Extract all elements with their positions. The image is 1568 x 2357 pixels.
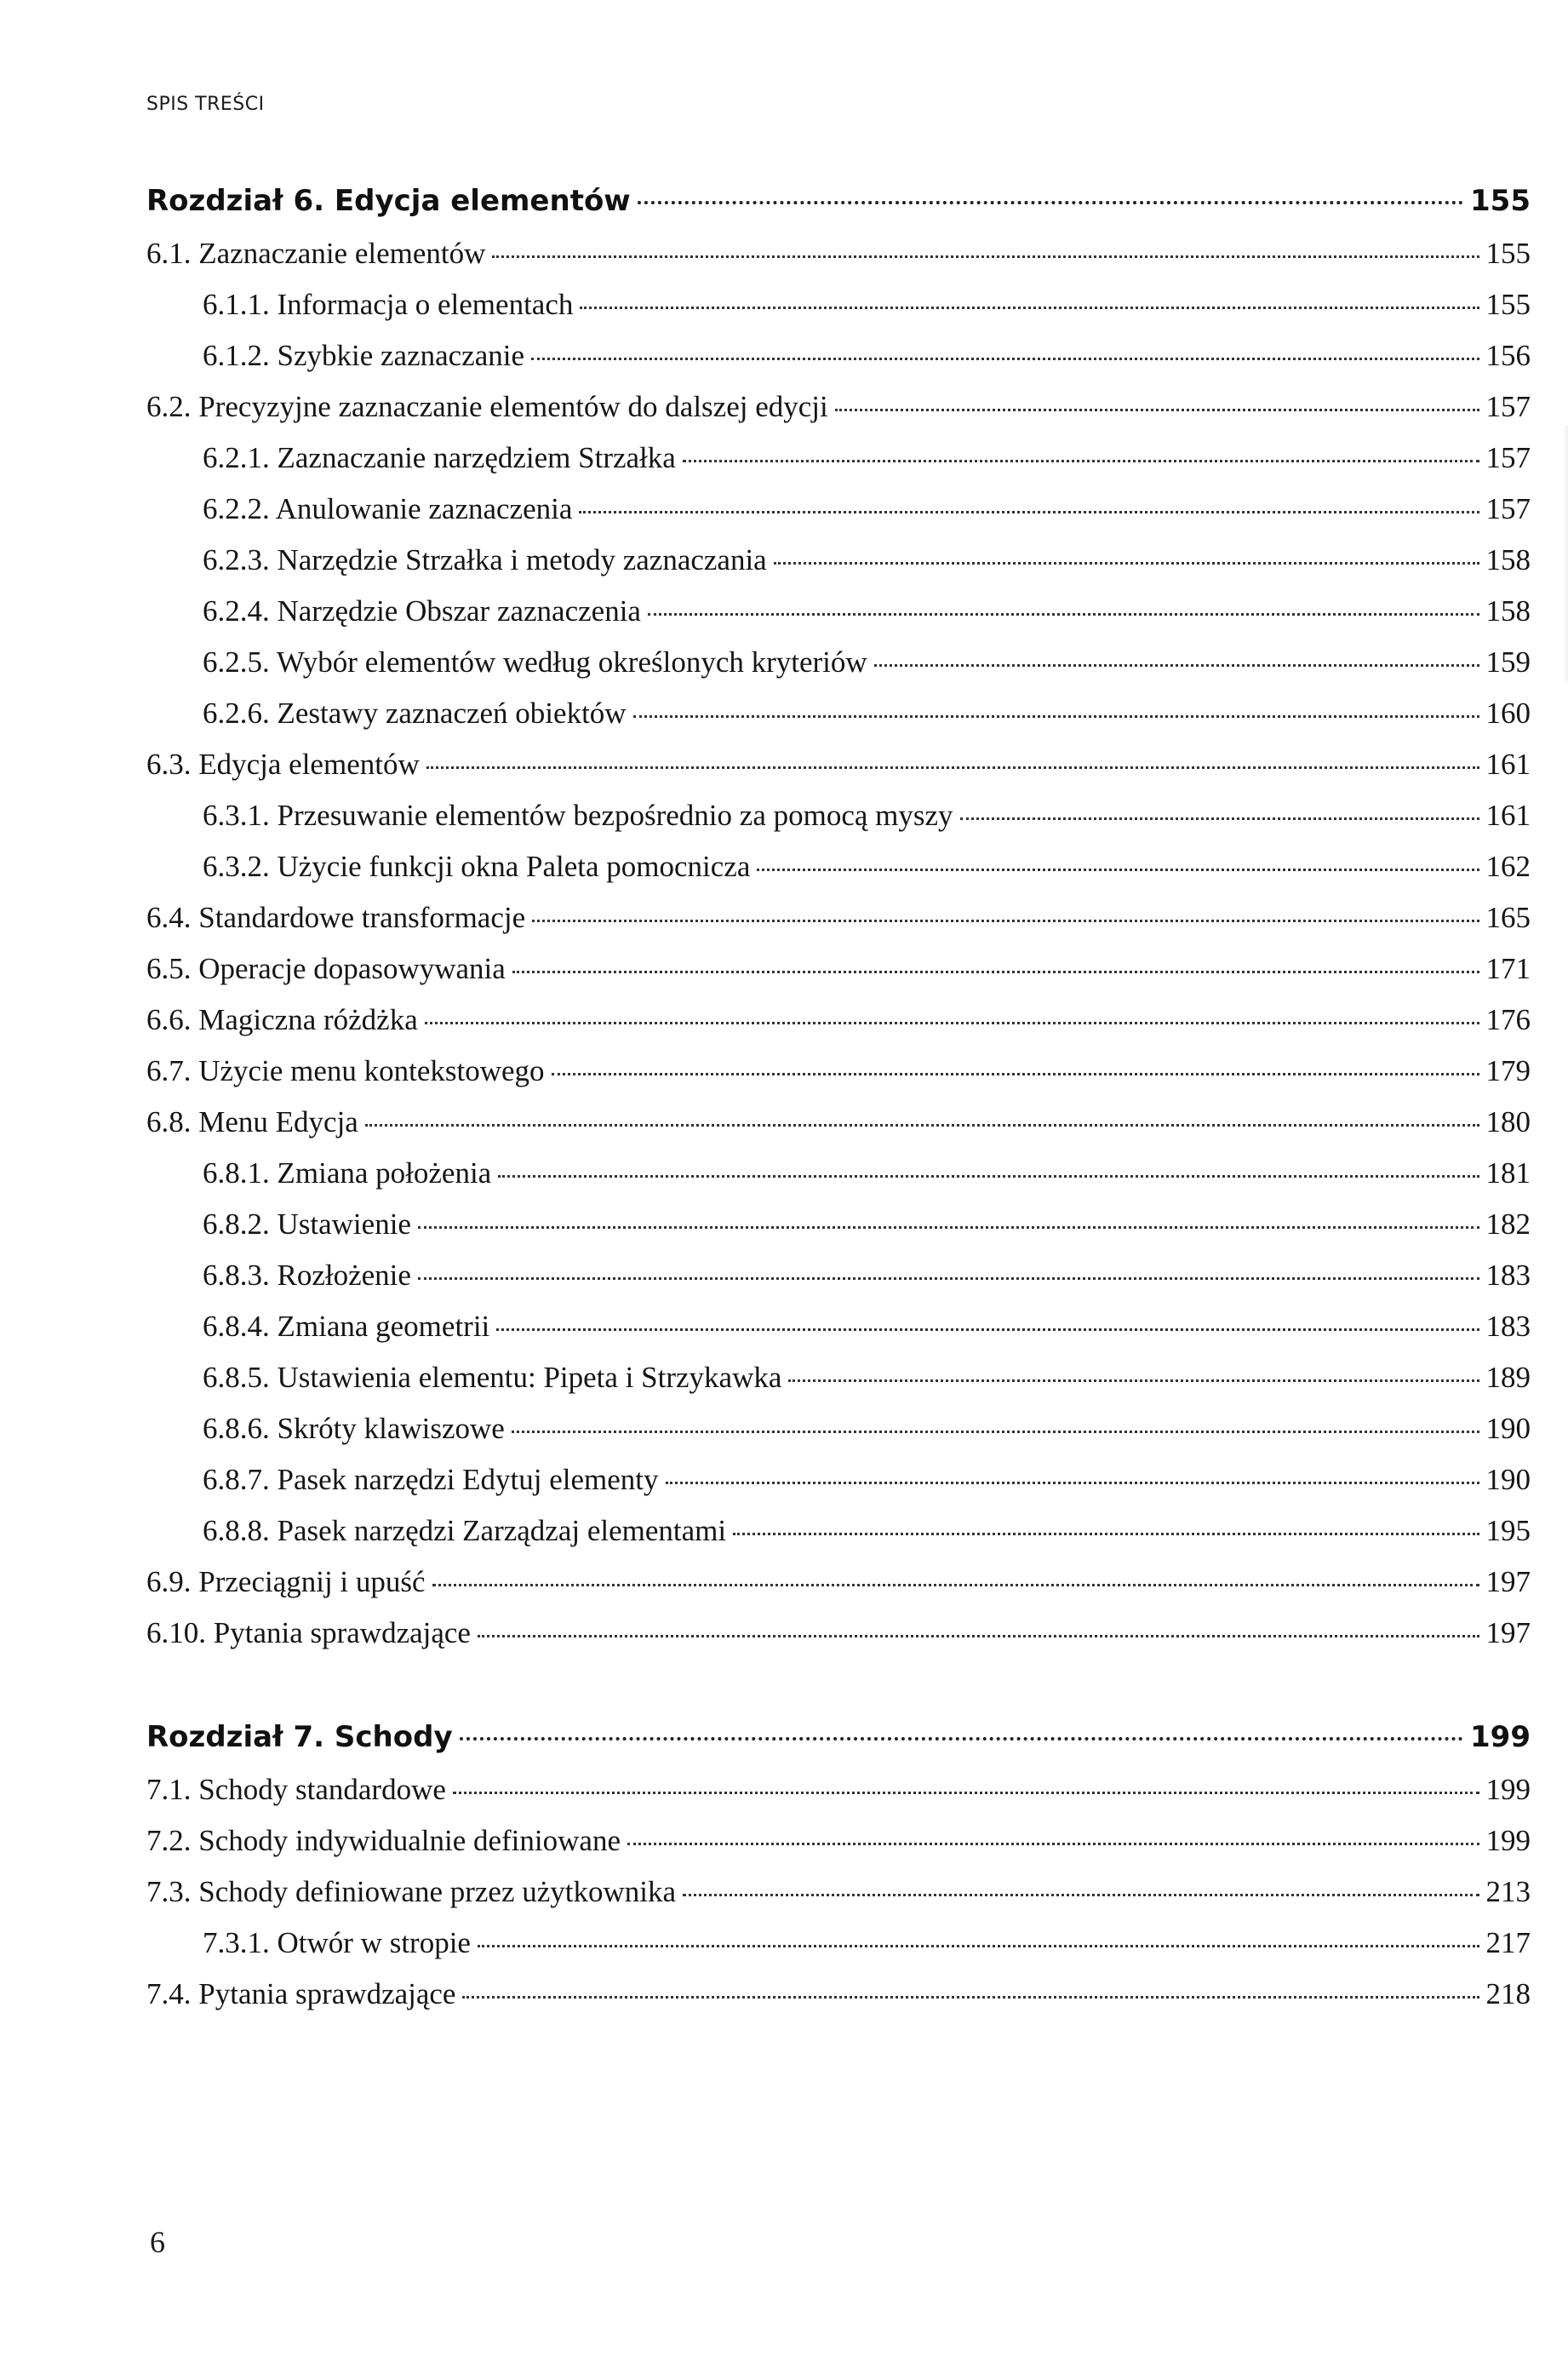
dot-leader (532, 920, 1479, 922)
dot-leader (453, 1792, 1479, 1794)
entry-page: 160 (1485, 697, 1531, 730)
toc-entry[interactable] (146, 441, 1531, 492)
chapter-page: 155 (1470, 184, 1531, 218)
chapter-title: Rozdział 6. Edycja elementów (146, 184, 631, 218)
entry-label: 6.8.1. Zmiana położenia (203, 1156, 492, 1190)
toc-entry[interactable] (146, 1773, 1531, 1824)
toc-entry[interactable] (146, 1616, 1531, 1667)
dot-leader (418, 1277, 1479, 1280)
entry-page: 176 (1485, 1003, 1531, 1036)
dot-leader (648, 613, 1479, 616)
entry-page: 157 (1485, 441, 1531, 474)
dot-leader (512, 1431, 1479, 1433)
entry-page: 180 (1485, 1105, 1531, 1138)
dot-leader (531, 358, 1479, 360)
entry-page: 183 (1485, 1259, 1531, 1292)
dot-leader (478, 1635, 1479, 1637)
entry-page: 161 (1485, 799, 1531, 832)
entry-label: 6.8.2. Ustawienie (203, 1207, 411, 1241)
entry-label: 6.2.5. Wybór elementów według określonych kryteriów (203, 645, 867, 679)
entry-label: 6.8.3. Rozłożenie (203, 1259, 411, 1292)
dot-leader (633, 715, 1479, 718)
toc-entry[interactable] (146, 543, 1531, 594)
toc-entry[interactable] (146, 594, 1531, 645)
entry-page: 218 (1485, 1977, 1531, 2010)
entry-label: 6.9. Przeciągnij i upuść (146, 1565, 426, 1598)
entry-label: 6.1.1. Informacja o elementach (203, 288, 574, 321)
entry-label: 6.3. Edycja elementów (146, 748, 420, 781)
dot-leader (774, 562, 1479, 565)
entry-label: 6.3.1. Przesuwanie elementów bezpośrednio za pomocą myszy (203, 799, 953, 832)
entry-page: 197 (1485, 1616, 1531, 1649)
toc-entry[interactable] (146, 1105, 1531, 1156)
dot-leader (627, 1843, 1479, 1845)
toc-entry[interactable] (146, 288, 1531, 339)
toc-entry[interactable] (146, 1361, 1531, 1412)
entry-label: 6.2. Precyzyjne zaznaczanie elementów do dalszej edycji (146, 390, 828, 423)
entry-page: 181 (1485, 1156, 1531, 1190)
toc-entry[interactable] (146, 1259, 1531, 1310)
entry-page: 213 (1485, 1875, 1531, 1908)
entry-label: 7.4. Pytania sprawdzające (146, 1977, 456, 2010)
entry-page: 190 (1485, 1412, 1531, 1445)
entry-label: 7.3.1. Otwór w stropie (203, 1926, 471, 1959)
entry-label: 6.2.1. Zaznaczanie narzędziem Strzałka (203, 441, 676, 474)
toc-entry[interactable] (146, 697, 1531, 748)
toc-entry[interactable] (146, 1463, 1531, 1514)
page-number: 6 (150, 2225, 165, 2259)
entry-page: 179 (1485, 1054, 1531, 1087)
entry-page: 217 (1485, 1926, 1531, 1959)
toc-entry[interactable] (146, 237, 1531, 288)
toc-entry[interactable] (146, 1412, 1531, 1463)
dot-leader (960, 817, 1479, 820)
toc-entry[interactable] (146, 1003, 1531, 1054)
dot-leader (512, 971, 1479, 973)
entry-page: 162 (1485, 850, 1531, 883)
dot-leader (498, 1175, 1479, 1178)
entry-page: 165 (1485, 901, 1531, 934)
toc-entry[interactable] (146, 901, 1531, 952)
entry-label: 6.2.3. Narzędzie Strzałka i metody zaznaczania (203, 543, 767, 576)
entry-label: 6.10. Pytania sprawdzające (146, 1616, 471, 1649)
entry-label: 6.8.4. Zmiana geometrii (203, 1310, 490, 1343)
toc-entry[interactable] (146, 1926, 1531, 1977)
dot-leader (492, 255, 1479, 258)
entry-label: 6.8.5. Ustawienia elementu: Pipeta i Strzykawka (203, 1361, 782, 1394)
dot-leader (432, 1584, 1479, 1586)
dot-leader (425, 1022, 1479, 1024)
scan-edge-shadow (1563, 426, 1568, 681)
toc-entry[interactable] (146, 390, 1531, 441)
toc-entry[interactable] (146, 1054, 1531, 1105)
dot-leader (638, 201, 1463, 204)
entry-label: 6.2.6. Zestawy zaznaczeń obiektów (203, 697, 627, 730)
toc-entry[interactable] (146, 492, 1531, 543)
dot-leader (462, 1996, 1479, 1999)
entry-label: 7.3. Schody definiowane przez użytkownika (146, 1875, 677, 1908)
entry-label: 6.8.6. Skróty klawiszowe (203, 1412, 505, 1445)
entry-label: 6.5. Operacje dopasowywania (146, 952, 506, 985)
entry-label: 6.6. Magiczna różdżka (146, 1003, 418, 1036)
dot-leader (418, 1226, 1479, 1229)
entry-page: 171 (1485, 952, 1531, 985)
entry-label: 6.1.2. Szybkie zaznaczanie (203, 339, 525, 372)
entry-page: 182 (1485, 1207, 1531, 1241)
toc-entry[interactable] (146, 1156, 1531, 1207)
dot-leader (835, 409, 1479, 411)
entry-page: 190 (1485, 1463, 1531, 1496)
chapter-title: Rozdział 7. Schody (146, 1720, 453, 1754)
dot-leader (788, 1379, 1479, 1382)
entry-page: 158 (1485, 543, 1531, 576)
toc-entry[interactable] (146, 1875, 1531, 1926)
entry-label: 6.1. Zaznaczanie elementów (146, 237, 486, 270)
entry-label: 6.2.2. Anulowanie zaznaczenia (203, 492, 573, 525)
entry-page: 156 (1485, 339, 1531, 372)
entry-page: 189 (1485, 1361, 1531, 1394)
entry-label: 6.8.7. Pasek narzędzi Edytuj elementy (203, 1463, 659, 1496)
table-of-contents (146, 184, 1531, 2028)
entry-label: 6.7. Użycie menu kontekstowego (146, 1054, 545, 1087)
dot-leader (365, 1124, 1479, 1127)
chapter-heading[interactable] (146, 184, 1531, 237)
entry-page: 199 (1485, 1824, 1531, 1857)
toc-entry[interactable] (146, 952, 1531, 1003)
entry-label: 6.8. Menu Edycja (146, 1105, 358, 1138)
toc-entry[interactable] (146, 1824, 1531, 1875)
entry-page: 157 (1485, 390, 1531, 423)
dot-leader (683, 460, 1479, 462)
toc-entry[interactable] (146, 799, 1531, 850)
entry-page: 161 (1485, 748, 1531, 781)
dot-leader (733, 1533, 1479, 1535)
entry-label: 6.8.8. Pasek narzędzi Zarządzaj elementami (203, 1514, 727, 1547)
toc-entry[interactable] (146, 645, 1531, 697)
entry-page: 157 (1485, 492, 1531, 525)
dot-leader (757, 869, 1479, 871)
chapter-heading[interactable] (146, 1720, 1531, 1773)
toc-entry[interactable] (146, 1514, 1531, 1565)
toc-entry[interactable] (146, 1977, 1531, 2028)
dot-leader (552, 1073, 1479, 1075)
toc-entry[interactable] (146, 339, 1531, 390)
dot-leader (478, 1945, 1479, 1947)
entry-page: 199 (1485, 1773, 1531, 1806)
running-header: SPIS TREŚCI (146, 94, 265, 115)
dot-leader (496, 1328, 1479, 1331)
toc-entry[interactable] (146, 1207, 1531, 1259)
dot-leader (666, 1482, 1479, 1484)
entry-page: 158 (1485, 594, 1531, 628)
toc-entry[interactable] (146, 1310, 1531, 1361)
entry-label: 6.2.4. Narzędzie Obszar zaznaczenia (203, 594, 641, 628)
entry-page: 159 (1485, 645, 1531, 679)
dot-leader (874, 664, 1479, 667)
dot-leader (580, 307, 1479, 309)
entry-label: 7.1. Schody standardowe (146, 1773, 446, 1806)
chapter-page: 199 (1470, 1720, 1531, 1754)
dot-leader (683, 1894, 1479, 1896)
dot-leader (579, 511, 1479, 513)
entry-label: 7.2. Schody indywidualnie definiowane (146, 1824, 621, 1857)
dot-leader (426, 766, 1479, 769)
entry-page: 155 (1485, 288, 1531, 321)
entry-page: 183 (1485, 1310, 1531, 1343)
entry-label: 6.3.2. Użycie funkcji okna Paleta pomocnicza (203, 850, 751, 883)
toc-entry[interactable] (146, 1565, 1531, 1616)
toc-entry[interactable] (146, 850, 1531, 901)
entry-page: 195 (1485, 1514, 1531, 1547)
toc-entry[interactable] (146, 748, 1531, 799)
entry-page: 155 (1485, 237, 1531, 270)
dot-leader (460, 1737, 1463, 1741)
entry-label: 6.4. Standardowe transformacje (146, 901, 526, 934)
entry-page: 197 (1485, 1565, 1531, 1598)
